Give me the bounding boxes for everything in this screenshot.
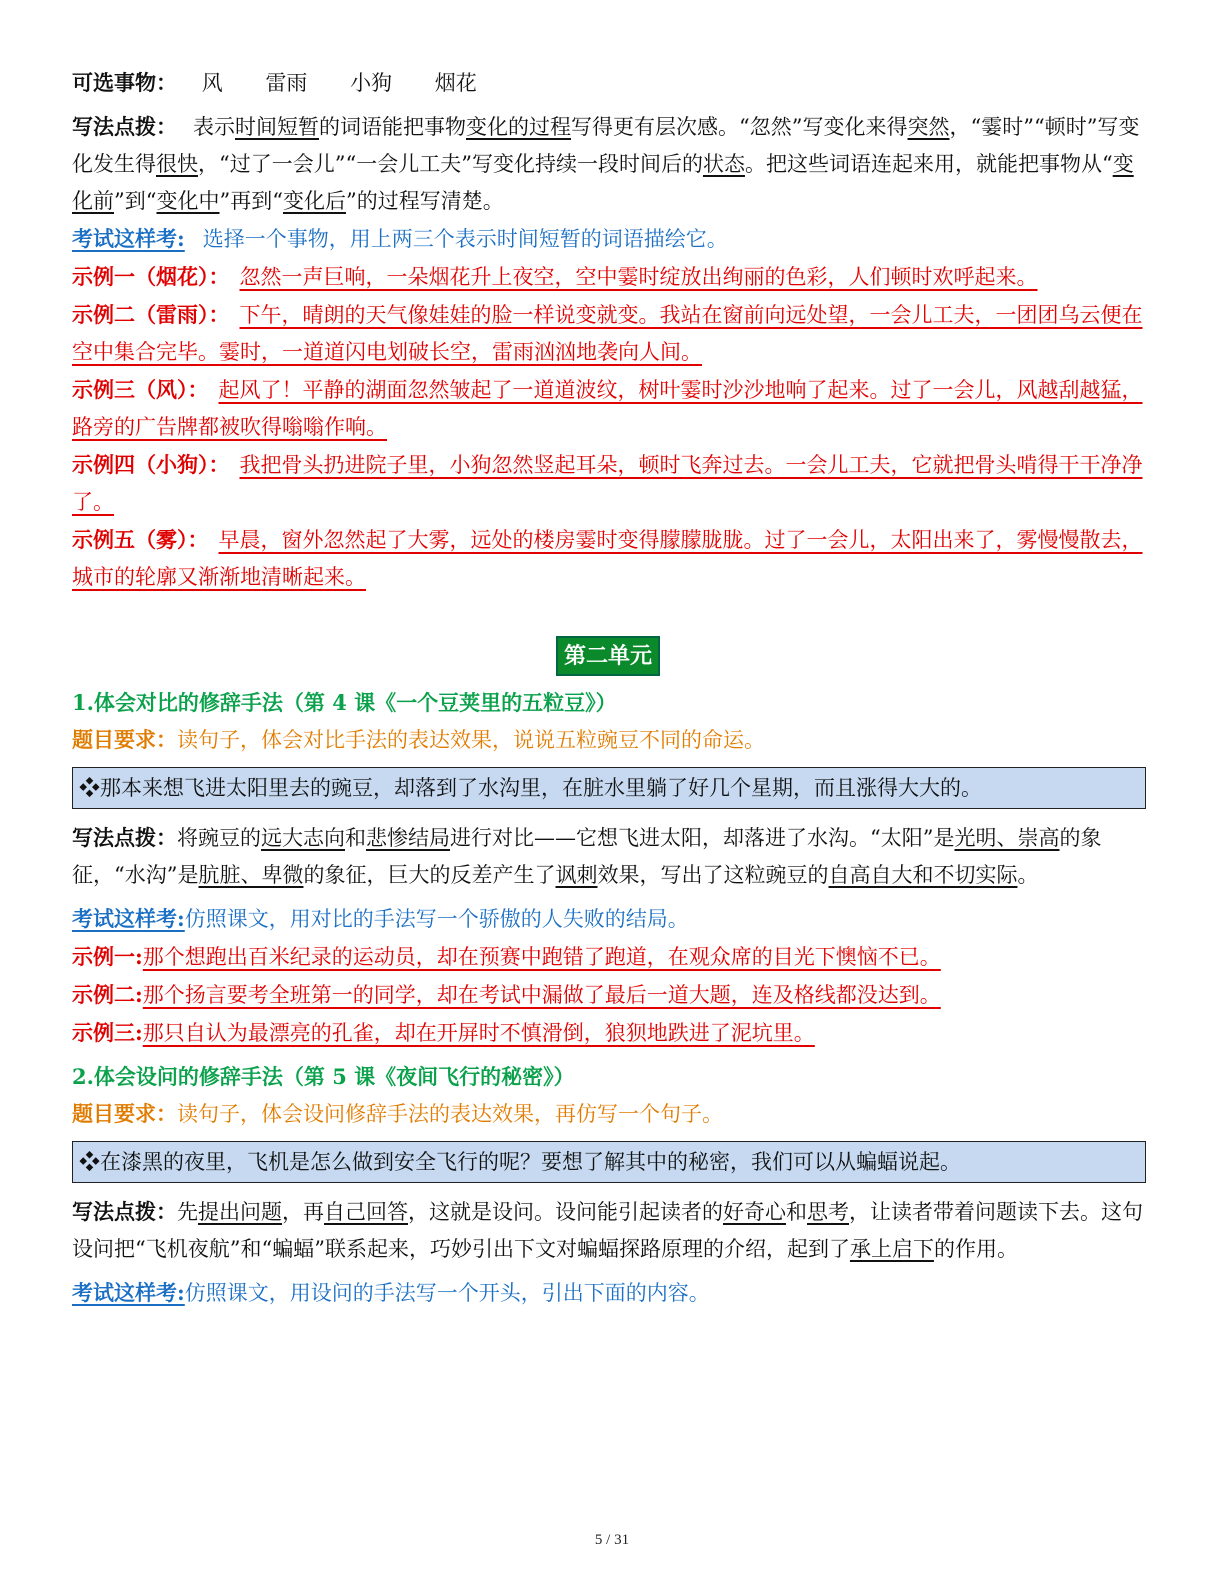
top-example-5 [72, 521, 1144, 596]
tips-text: ，让读者带着问题读下去。这句设问把“飞机夜航”和“蝙蝠”联系起来，巧妙引出下文对蝙蝠探路原理的介绍，起到了 [72, 1200, 1143, 1261]
underlined-keyword: 变化前 [72, 152, 1134, 213]
tips-text: 先 [177, 1200, 198, 1224]
underlined-keyword: 自己回答 [324, 1200, 408, 1224]
example-label: 示例一: [72, 944, 143, 969]
example-label: 示例三（风）： [72, 377, 209, 402]
section1-exam-text: 仿照课文，用对比的手法写一个骄傲的人失败的结局。 [184, 907, 689, 931]
example-text: 起风了！平静的湖面忽然皱起了一道道波纹，树叶霎时沙沙地响了起来。过了一会儿，风越刮越猛，路旁的广告牌都被吹得嗡嗡作响。 [72, 378, 1143, 439]
tips-text: 表示 [193, 115, 235, 139]
requirement-text: 读句子，体会对比手法的表达效果，说说五粒豌豆不同的命运。 [177, 728, 765, 752]
example-text: 那个扬言要考全班第一的同学，却在考试中漏做了最后一道大题，连及格线都没达到。 [142, 983, 941, 1007]
page-number: 5 / 31 [594, 1532, 630, 1548]
example-label: 示例二: [72, 982, 143, 1007]
underlined-keyword: 好奇心 [723, 1200, 786, 1224]
options-label: 可选事物： [72, 70, 177, 95]
tips-text: 。把这些词语连起来用，就能把事物从“ [744, 152, 1113, 176]
tips-text: ，这就是设问。设问能引起读者的 [408, 1200, 723, 1224]
top-exam [72, 220, 1144, 258]
section2-quote-box: ❖在漆黑的夜里，飞机是怎么做到安全飞行的呢？要想了解其中的秘密，我们可以从蝙蝠说起。 [72, 1141, 1146, 1183]
section1-example-2 [72, 976, 1144, 1014]
underlined-keyword: 远大志向 [261, 826, 345, 850]
top-example-3 [72, 371, 1144, 446]
underlined-keyword: 思考 [807, 1200, 849, 1224]
tips-text: 的象征，“水沟”是 [72, 826, 1102, 887]
underlined-keyword: 讽刺 [555, 863, 598, 887]
section1-quote-box: ❖那本来想飞进太阳里去的豌豆，却落到了水沟里，在脏水里躺了好几个星期，而且涨得大大的。 [72, 767, 1146, 809]
requirement-text: 读句子，体会设问修辞手法的表达效果，再仿写一个句子。 [177, 1102, 723, 1126]
tips-text: ，“过了一会儿”“一会儿工夫”写变化持续一段时间后的 [198, 152, 703, 176]
tips-text: 的象征，巨大的反差产生了 [303, 863, 556, 887]
example-text: 那个想跑出百米纪录的运动员，却在预赛中跑错了跑道，在观众席的目光下懊恼不已。 [142, 945, 941, 969]
section1-exam [72, 900, 1144, 938]
tips-text: ，“霎时”“顿时”写变化发生得 [72, 115, 1140, 176]
tips-text: ，再 [282, 1200, 324, 1224]
section1-tips-label: 写法点拨： [72, 825, 177, 850]
example-label: 示例一（烟花）： [72, 264, 230, 289]
unit-title-wrap [72, 636, 1144, 676]
underlined-keyword: 提出问题 [198, 1200, 282, 1224]
underlined-keyword: 肮脏、卑微 [198, 863, 304, 887]
section1-exam-label: 考试这样考: [72, 906, 185, 931]
underlined-keyword: 变化的过程 [466, 115, 571, 139]
tips-text: ”再到“ [219, 189, 283, 213]
underlined-keyword: 突然 [907, 115, 950, 139]
section2-heading: 2.体会设问的修辞手法（第 5 课《夜间飞行的秘密》） [72, 1064, 575, 1089]
underlined-keyword: 状态 [702, 152, 745, 176]
options-line [72, 64, 1144, 102]
tips-text: 将豌豆的 [177, 826, 261, 850]
top-example-2 [72, 296, 1144, 371]
option-fireworks: 烟花 [434, 71, 477, 95]
underlined-keyword: 很快 [156, 152, 198, 176]
section2-exam [72, 1274, 1144, 1312]
example-label: 示例二（雷雨）： [72, 302, 230, 327]
example-text: 那只自认为最漂亮的孔雀，却在开屏时不慎滑倒，狼狈地跌进了泥坑里。 [142, 1021, 815, 1045]
option-thunderstorm: 雷雨 [265, 71, 308, 95]
underlined-keyword: 自高自大和不切实际 [828, 863, 1018, 887]
tips-text: 的词语能把事物 [319, 115, 466, 139]
tips-text: 和 [345, 826, 366, 850]
requirement-label: 题目要求： [72, 1101, 177, 1126]
option-puppy: 小狗 [350, 71, 393, 95]
top-tips [72, 108, 1144, 220]
tips-text: 写得更有层次感。“忽然”写变化来得 [571, 115, 908, 139]
tips-text: 和 [786, 1200, 807, 1224]
section1-tips-body [72, 826, 1101, 887]
example-label: 示例三: [72, 1020, 143, 1045]
tips-text: 。 [1017, 863, 1039, 887]
example-text: 忽然一声巨响，一朵烟花升上夜空，空中霎时绽放出绚丽的色彩，人们顿时欢呼起来。 [239, 265, 1038, 289]
section2-tips [72, 1193, 1144, 1268]
requirement-label: 题目要求： [72, 727, 177, 752]
tips-text: ”到“ [114, 189, 157, 213]
section2-exam-label: 考试这样考: [72, 1280, 185, 1305]
unit-title: 第二单元 [556, 636, 660, 676]
underlined-keyword: 时间短暂 [235, 115, 319, 139]
option-wind: 风 [201, 71, 223, 95]
underlined-keyword: 承上启下 [849, 1237, 934, 1261]
section1-example-3 [72, 1014, 1144, 1052]
document-page [72, 64, 1144, 1312]
tips-text: 进行对比——它想飞进太阳，却落进了水沟。“太阳”是 [450, 826, 955, 850]
underlined-keyword: 悲惨结局 [366, 826, 450, 850]
section2-tips-body [72, 1200, 1143, 1261]
example-text: 我把骨头扔进院子里，小狗忽然竖起耳朵，顿时飞奔过去。一会儿工夫，它就把骨头啃得干干净净了。 [72, 453, 1143, 514]
underlined-keyword: 光明、崇高 [954, 826, 1060, 850]
top-example-4 [72, 446, 1144, 521]
example-label: 示例五（雾）： [72, 527, 209, 552]
section1-example-1 [72, 938, 1144, 976]
section1-heading: 1.体会对比的修辞手法（第 4 课《一个豆荚里的五粒豆》） [72, 690, 617, 715]
tips-text: ”的过程写清楚。 [345, 189, 504, 213]
section1-requirement [72, 721, 1144, 759]
top-example-1 [72, 258, 1144, 296]
tips-text: 效果，写出了这粒豌豆的 [597, 863, 829, 887]
top-tips-label: 写法点拨： [72, 114, 177, 139]
section2-requirement [72, 1095, 1144, 1133]
top-exam-label: 考试这样考: [72, 226, 185, 251]
example-label: 示例四（小狗）： [72, 452, 230, 477]
underlined-keyword: 变化中 [156, 189, 220, 213]
section1-tips [72, 819, 1144, 894]
section2-exam-text: 仿照课文，用设问的手法写一个开头，引出下面的内容。 [184, 1281, 710, 1305]
underlined-keyword: 变化后 [282, 189, 346, 213]
top-tips-body [72, 115, 1139, 213]
tips-text: 的作用。 [933, 1237, 1018, 1261]
example-text: 下午，晴朗的天气像娃娃的脸一样说变就变。我站在窗前向远处望，一会儿工夫，一团团乌云便在空中集合完毕。霎时，一道道闪电划破长空，雷雨汹汹地袭向人间。 [72, 303, 1143, 364]
top-exam-text: 选择一个事物，用上两三个表示时间短暂的词语描绘它。 [202, 227, 728, 251]
example-text: 早晨，窗外忽然起了大雾，远处的楼房霎时变得朦朦胧胧。过了一会儿，太阳出来了，雾慢慢散去，城市的轮廓又渐渐地清晰起来。 [72, 528, 1143, 589]
section2-tips-label: 写法点拨： [72, 1199, 177, 1224]
